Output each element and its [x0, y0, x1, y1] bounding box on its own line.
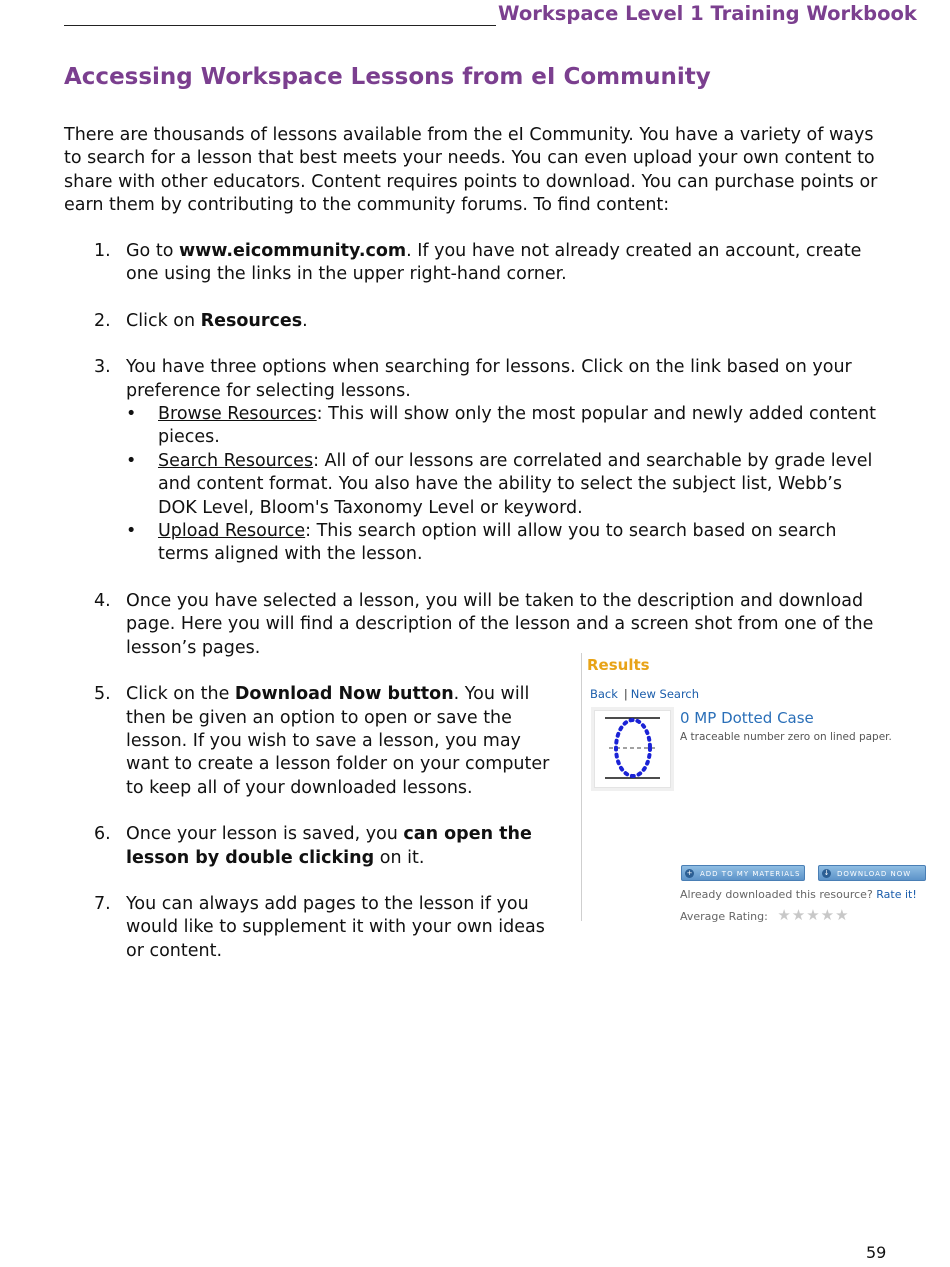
step-number: 4. — [94, 590, 111, 611]
header-rule — [64, 25, 496, 26]
lesson-description: A traceable number zero on lined paper. — [680, 731, 892, 743]
average-rating — [680, 906, 850, 924]
step-text: Once you have selected a lesson, you will be taken to the description and download page. Here you will find a description of the lesson and a screen shot from one of the lesson’s pages. — [126, 590, 874, 658]
download-icon: ↓ — [823, 869, 830, 877]
step-text: . If you have not already created an account, create one using the links in the upper right-hand corner. — [126, 241, 862, 285]
step-text: Click on — [126, 310, 201, 331]
list-item: • Upload Resource: This search option will allow you to search based on search terms aligned with the lesson. — [126, 521, 837, 565]
results-screenshot — [581, 653, 932, 924]
bullet-text: : All of our lessons are correlated and searchable by grade level and content format. You also have the ability to select the subject list, Webb’s DOK Level, Bloom's Taxonomy Level or keyword. — [158, 450, 873, 518]
button-label: ADD TO MY MATERIALS — [700, 870, 801, 878]
lesson-title-link[interactable]: 0 MP Dotted Case — [680, 709, 814, 727]
bullet-text: : This will show only the most popular and newly added content pieces. — [158, 404, 877, 448]
step-text: on it. — [374, 847, 425, 868]
step-text: You can always add pages to the lesson if you would like to supplement it with your own ideas or content. — [126, 893, 545, 961]
search-options-list — [126, 403, 886, 567]
back-link[interactable]: Back — [590, 687, 618, 701]
site-url: www.eicommunity.com — [178, 241, 407, 261]
resources-label: Resources — [200, 310, 303, 331]
search-resources-link[interactable]: Search Resources — [158, 450, 314, 471]
plus-icon: + — [686, 869, 693, 877]
step-number: 2. — [94, 310, 111, 331]
average-rating-label: Average Rating: — [680, 910, 768, 923]
rate-text: Already downloaded this resource? — [680, 888, 873, 901]
nav-separator: | — [623, 687, 628, 701]
step-3 — [0, 356, 950, 567]
dotted-zero-icon — [595, 711, 670, 787]
step-2 — [0, 310, 950, 333]
list-item: • Search Resources: All of our lessons are correlated and searchable by grade level and content format. You also have the ability to select the subject list, Webb’s DOK Level, Bloom's Taxonomy Level or keyword. — [126, 450, 873, 518]
step-number: 5. — [94, 684, 111, 705]
add-to-materials-button[interactable] — [681, 865, 805, 881]
download-now-button[interactable] — [818, 865, 926, 881]
step-text: Go to — [126, 241, 179, 261]
step-text: You have three options when searching for lessons. Click on the link based on your preference for selecting lessons. — [126, 357, 852, 401]
step-number: 7. — [94, 893, 111, 914]
download-now-label: Download Now button — [234, 684, 454, 705]
rating-stars-icon[interactable]: ★★★★★ — [777, 906, 850, 924]
step-text: . You will then be given an option to open or save the lesson. If you wish to save a lesson, you may want to create a lesson folder on your computer to keep all of your downloaded lessons. — [126, 684, 550, 798]
step-text: Click on the — [126, 684, 235, 705]
browse-resources-link[interactable]: Browse Resources — [158, 404, 317, 425]
lesson-thumbnail[interactable] — [594, 710, 671, 788]
page-title: Accessing Workspace Lessons from eI Community — [64, 64, 711, 90]
results-title: Results — [587, 656, 650, 674]
page-number: 59 — [866, 1243, 887, 1262]
rate-prompt — [680, 888, 917, 901]
bullet-text: : This search option will allow you to search based on search terms aligned with the lesson. — [158, 521, 837, 565]
upload-resource-link[interactable]: Upload Resource — [158, 521, 306, 542]
button-label: DOWNLOAD NOW — [837, 870, 912, 878]
step-text: Once your lesson is saved, you — [126, 824, 404, 845]
open-lesson-label: can open the lesson by double clicking — [126, 824, 532, 868]
header-title: Workspace Level 1 Training Workbook — [498, 2, 917, 25]
rate-it-link[interactable]: Rate it! — [876, 888, 917, 901]
new-search-link[interactable]: New Search — [630, 687, 700, 701]
intro-paragraph: There are thousands of lessons available from the eI Community. You have a variety of ways to search for a lesson that best meets your needs. You can even upload your own content to share with other educators. Content requires points to download. You can purchase points or earn them by contributing to the community forums. To find content: — [64, 125, 878, 216]
results-nav — [590, 687, 699, 701]
list-item: • Browse Resources: This will show only the most popular and newly added content pieces. — [126, 404, 877, 448]
step-number: 3. — [94, 357, 111, 378]
step-number: 1. — [94, 241, 111, 261]
step-4 — [0, 590, 950, 660]
step-text: . — [302, 310, 308, 331]
step-1 — [0, 240, 950, 287]
step-number: 6. — [94, 824, 111, 845]
